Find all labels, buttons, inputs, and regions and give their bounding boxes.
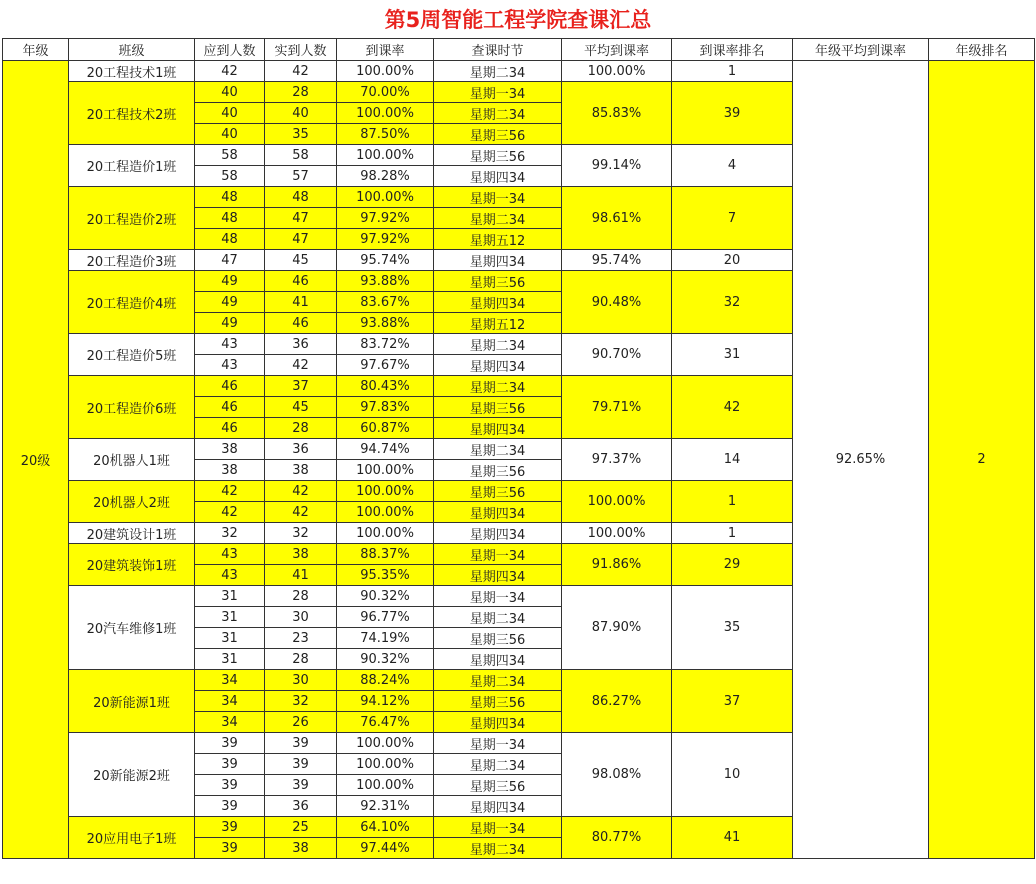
- actual-cell[interactable]: 36: [265, 439, 337, 460]
- avg-rate-cell[interactable]: 85.83%: [562, 82, 672, 145]
- actual-cell[interactable]: 38: [265, 460, 337, 481]
- rate-rank-cell[interactable]: 1: [672, 481, 793, 523]
- session-cell[interactable]: 星期四34: [434, 502, 562, 523]
- expected-cell[interactable]: 48: [195, 208, 265, 229]
- rate-cell[interactable]: 100.00%: [337, 733, 434, 754]
- rate-rank-cell[interactable]: 29: [672, 544, 793, 586]
- actual-cell[interactable]: 28: [265, 418, 337, 439]
- expected-cell[interactable]: 39: [195, 817, 265, 838]
- header-session[interactable]: 查课时节: [434, 39, 562, 61]
- session-cell[interactable]: 星期五12: [434, 229, 562, 250]
- session-cell[interactable]: 星期二34: [434, 376, 562, 397]
- rate-cell[interactable]: 83.72%: [337, 334, 434, 355]
- expected-cell[interactable]: 49: [195, 313, 265, 334]
- rate-cell[interactable]: 88.37%: [337, 544, 434, 565]
- expected-cell[interactable]: 42: [195, 481, 265, 502]
- expected-cell[interactable]: 31: [195, 607, 265, 628]
- rate-cell[interactable]: 74.19%: [337, 628, 434, 649]
- rate-rank-cell[interactable]: 10: [672, 733, 793, 817]
- header-grade[interactable]: 年级: [3, 39, 69, 61]
- session-cell[interactable]: 星期一34: [434, 733, 562, 754]
- session-cell[interactable]: 星期四34: [434, 712, 562, 733]
- avg-rate-cell[interactable]: 80.77%: [562, 817, 672, 859]
- actual-cell[interactable]: 36: [265, 334, 337, 355]
- actual-cell[interactable]: 32: [265, 523, 337, 544]
- avg-rate-cell[interactable]: 79.71%: [562, 376, 672, 439]
- rate-cell[interactable]: 93.88%: [337, 313, 434, 334]
- actual-cell[interactable]: 38: [265, 838, 337, 859]
- avg-rate-cell[interactable]: 100.00%: [562, 61, 672, 82]
- expected-cell[interactable]: 31: [195, 649, 265, 670]
- class-name-cell[interactable]: 20工程造价1班: [69, 145, 195, 187]
- rate-rank-cell[interactable]: 1: [672, 61, 793, 82]
- session-cell[interactable]: 星期四34: [434, 523, 562, 544]
- rate-cell[interactable]: 97.44%: [337, 838, 434, 859]
- rate-rank-cell[interactable]: 4: [672, 145, 793, 187]
- header-actual[interactable]: 实到人数: [265, 39, 337, 61]
- rate-rank-cell[interactable]: 31: [672, 334, 793, 376]
- rate-rank-cell[interactable]: 32: [672, 271, 793, 334]
- avg-rate-cell[interactable]: 87.90%: [562, 586, 672, 670]
- session-cell[interactable]: 星期四34: [434, 796, 562, 817]
- session-cell[interactable]: 星期三56: [434, 481, 562, 502]
- rate-cell[interactable]: 100.00%: [337, 187, 434, 208]
- session-cell[interactable]: 星期四34: [434, 166, 562, 187]
- session-cell[interactable]: 星期二34: [434, 607, 562, 628]
- expected-cell[interactable]: 31: [195, 586, 265, 607]
- session-cell[interactable]: 星期一34: [434, 544, 562, 565]
- rate-cell[interactable]: 80.43%: [337, 376, 434, 397]
- expected-cell[interactable]: 39: [195, 796, 265, 817]
- expected-cell[interactable]: 42: [195, 61, 265, 82]
- actual-cell[interactable]: 42: [265, 502, 337, 523]
- expected-cell[interactable]: 43: [195, 565, 265, 586]
- rate-rank-cell[interactable]: 41: [672, 817, 793, 859]
- actual-cell[interactable]: 28: [265, 82, 337, 103]
- expected-cell[interactable]: 34: [195, 691, 265, 712]
- actual-cell[interactable]: 45: [265, 250, 337, 271]
- session-cell[interactable]: 星期四34: [434, 292, 562, 313]
- expected-cell[interactable]: 58: [195, 145, 265, 166]
- header-rate[interactable]: 到课率: [337, 39, 434, 61]
- actual-cell[interactable]: 47: [265, 229, 337, 250]
- class-name-cell[interactable]: 20工程技术1班: [69, 61, 195, 82]
- expected-cell[interactable]: 39: [195, 754, 265, 775]
- actual-cell[interactable]: 57: [265, 166, 337, 187]
- session-cell[interactable]: 星期二34: [434, 61, 562, 82]
- actual-cell[interactable]: 58: [265, 145, 337, 166]
- avg-rate-cell[interactable]: 95.74%: [562, 250, 672, 271]
- expected-cell[interactable]: 42: [195, 502, 265, 523]
- actual-cell[interactable]: 41: [265, 565, 337, 586]
- expected-cell[interactable]: 43: [195, 334, 265, 355]
- actual-cell[interactable]: 42: [265, 61, 337, 82]
- actual-cell[interactable]: 46: [265, 313, 337, 334]
- rate-cell[interactable]: 92.31%: [337, 796, 434, 817]
- rate-cell[interactable]: 100.00%: [337, 775, 434, 796]
- actual-cell[interactable]: 47: [265, 208, 337, 229]
- rate-cell[interactable]: 90.32%: [337, 586, 434, 607]
- session-cell[interactable]: 星期四34: [434, 565, 562, 586]
- grade-cell[interactable]: 20级: [3, 61, 69, 859]
- expected-cell[interactable]: 46: [195, 376, 265, 397]
- expected-cell[interactable]: 31: [195, 628, 265, 649]
- rate-cell[interactable]: 97.67%: [337, 355, 434, 376]
- session-cell[interactable]: 星期二34: [434, 103, 562, 124]
- actual-cell[interactable]: 37: [265, 376, 337, 397]
- expected-cell[interactable]: 46: [195, 397, 265, 418]
- rate-cell[interactable]: 76.47%: [337, 712, 434, 733]
- rate-cell[interactable]: 100.00%: [337, 103, 434, 124]
- session-cell[interactable]: 星期一34: [434, 82, 562, 103]
- actual-cell[interactable]: 25: [265, 817, 337, 838]
- actual-cell[interactable]: 39: [265, 733, 337, 754]
- session-cell[interactable]: 星期三56: [434, 271, 562, 292]
- rate-cell[interactable]: 100.00%: [337, 754, 434, 775]
- rate-cell[interactable]: 95.74%: [337, 250, 434, 271]
- session-cell[interactable]: 星期三56: [434, 460, 562, 481]
- actual-cell[interactable]: 45: [265, 397, 337, 418]
- expected-cell[interactable]: 40: [195, 82, 265, 103]
- avg-rate-cell[interactable]: 100.00%: [562, 523, 672, 544]
- attendance-table: [2, 38, 1035, 859]
- avg-rate-cell[interactable]: 100.00%: [562, 481, 672, 523]
- session-cell[interactable]: 星期一34: [434, 586, 562, 607]
- rate-cell[interactable]: 90.32%: [337, 649, 434, 670]
- header-grade-rank[interactable]: 年级排名: [929, 39, 1035, 61]
- avg-rate-cell[interactable]: 90.48%: [562, 271, 672, 334]
- rate-cell[interactable]: 97.92%: [337, 208, 434, 229]
- class-name-cell[interactable]: 20工程造价3班: [69, 250, 195, 271]
- expected-cell[interactable]: 46: [195, 418, 265, 439]
- session-cell[interactable]: 星期一34: [434, 817, 562, 838]
- class-name-cell[interactable]: 20建筑装饰1班: [69, 544, 195, 586]
- rate-rank-cell[interactable]: 7: [672, 187, 793, 250]
- class-name-cell[interactable]: 20工程造价4班: [69, 271, 195, 334]
- grade-rank-cell[interactable]: 2: [929, 61, 1035, 859]
- table-body: [3, 61, 1035, 859]
- class-name-cell[interactable]: 20建筑设计1班: [69, 523, 195, 544]
- class-name-cell[interactable]: 20工程技术2班: [69, 82, 195, 145]
- grade-avg-cell[interactable]: 92.65%: [793, 61, 929, 859]
- session-cell[interactable]: 星期四34: [434, 649, 562, 670]
- class-name-cell[interactable]: 20工程造价2班: [69, 187, 195, 250]
- avg-rate-cell[interactable]: 90.70%: [562, 334, 672, 376]
- class-name-cell[interactable]: 20机器人2班: [69, 481, 195, 523]
- expected-cell[interactable]: 43: [195, 544, 265, 565]
- actual-cell[interactable]: 28: [265, 649, 337, 670]
- rate-cell[interactable]: 96.77%: [337, 607, 434, 628]
- session-cell[interactable]: 星期三56: [434, 628, 562, 649]
- header-row: [3, 39, 1035, 61]
- rate-rank-cell[interactable]: 14: [672, 439, 793, 481]
- rate-cell[interactable]: 100.00%: [337, 523, 434, 544]
- expected-cell[interactable]: 40: [195, 124, 265, 145]
- actual-cell[interactable]: 40: [265, 103, 337, 124]
- header-rate-rank[interactable]: 到课率排名: [672, 39, 793, 61]
- session-cell[interactable]: 星期二34: [434, 334, 562, 355]
- expected-cell[interactable]: 43: [195, 355, 265, 376]
- expected-cell[interactable]: 39: [195, 733, 265, 754]
- rate-cell[interactable]: 97.83%: [337, 397, 434, 418]
- rate-rank-cell[interactable]: 39: [672, 82, 793, 145]
- rate-cell[interactable]: 94.74%: [337, 439, 434, 460]
- expected-cell[interactable]: 34: [195, 712, 265, 733]
- avg-rate-cell[interactable]: 97.37%: [562, 439, 672, 481]
- actual-cell[interactable]: 30: [265, 607, 337, 628]
- actual-cell[interactable]: 23: [265, 628, 337, 649]
- session-cell[interactable]: 星期三56: [434, 397, 562, 418]
- session-cell[interactable]: 星期二34: [434, 754, 562, 775]
- expected-cell[interactable]: 39: [195, 838, 265, 859]
- rate-cell[interactable]: 60.87%: [337, 418, 434, 439]
- session-cell[interactable]: 星期五12: [434, 313, 562, 334]
- expected-cell[interactable]: 34: [195, 670, 265, 691]
- expected-cell[interactable]: 32: [195, 523, 265, 544]
- actual-cell[interactable]: 42: [265, 481, 337, 502]
- rate-cell[interactable]: 100.00%: [337, 460, 434, 481]
- actual-cell[interactable]: 48: [265, 187, 337, 208]
- actual-cell[interactable]: 46: [265, 271, 337, 292]
- rate-rank-cell[interactable]: 1: [672, 523, 793, 544]
- rate-cell[interactable]: 95.35%: [337, 565, 434, 586]
- actual-cell[interactable]: 26: [265, 712, 337, 733]
- class-name-cell[interactable]: 20应用电子1班: [69, 817, 195, 859]
- rate-cell[interactable]: 100.00%: [337, 502, 434, 523]
- session-cell[interactable]: 星期二34: [434, 439, 562, 460]
- rate-cell[interactable]: 83.67%: [337, 292, 434, 313]
- rate-rank-cell[interactable]: 37: [672, 670, 793, 733]
- avg-rate-cell[interactable]: 86.27%: [562, 670, 672, 733]
- expected-cell[interactable]: 48: [195, 187, 265, 208]
- avg-rate-cell[interactable]: 98.08%: [562, 733, 672, 817]
- avg-rate-cell[interactable]: 99.14%: [562, 145, 672, 187]
- class-name-cell[interactable]: 20汽车维修1班: [69, 586, 195, 670]
- rate-cell[interactable]: 100.00%: [337, 61, 434, 82]
- class-name-cell[interactable]: 20新能源2班: [69, 733, 195, 817]
- rate-cell[interactable]: 93.88%: [337, 271, 434, 292]
- actual-cell[interactable]: 32: [265, 691, 337, 712]
- class-name-cell[interactable]: 20工程造价5班: [69, 334, 195, 376]
- rate-cell[interactable]: 97.92%: [337, 229, 434, 250]
- actual-cell[interactable]: 38: [265, 544, 337, 565]
- class-name-cell[interactable]: 20机器人1班: [69, 439, 195, 481]
- avg-rate-cell[interactable]: 91.86%: [562, 544, 672, 586]
- expected-cell[interactable]: 47: [195, 250, 265, 271]
- rate-cell[interactable]: 94.12%: [337, 691, 434, 712]
- session-cell[interactable]: 星期四34: [434, 418, 562, 439]
- session-cell[interactable]: 星期一34: [434, 187, 562, 208]
- expected-cell[interactable]: 38: [195, 460, 265, 481]
- expected-cell[interactable]: 38: [195, 439, 265, 460]
- session-cell[interactable]: 星期三56: [434, 145, 562, 166]
- actual-cell[interactable]: 30: [265, 670, 337, 691]
- session-cell[interactable]: 星期四34: [434, 250, 562, 271]
- header-avg-rate[interactable]: 平均到课率: [562, 39, 672, 61]
- class-name-cell[interactable]: 20新能源1班: [69, 670, 195, 733]
- expected-cell[interactable]: 48: [195, 229, 265, 250]
- rate-rank-cell[interactable]: 20: [672, 250, 793, 271]
- actual-cell[interactable]: 41: [265, 292, 337, 313]
- session-cell[interactable]: 星期三56: [434, 691, 562, 712]
- header-expected[interactable]: 应到人数: [195, 39, 265, 61]
- rate-cell[interactable]: 100.00%: [337, 481, 434, 502]
- rate-cell[interactable]: 70.00%: [337, 82, 434, 103]
- rate-cell[interactable]: 98.28%: [337, 166, 434, 187]
- header-grade-avg[interactable]: 年级平均到课率: [793, 39, 929, 61]
- rate-cell[interactable]: 87.50%: [337, 124, 434, 145]
- actual-cell[interactable]: 42: [265, 355, 337, 376]
- session-cell[interactable]: 星期三56: [434, 775, 562, 796]
- session-cell[interactable]: 星期二34: [434, 838, 562, 859]
- sheet-title: 第5周智能工程学院查课汇总: [384, 8, 652, 32]
- actual-cell[interactable]: 39: [265, 754, 337, 775]
- rate-rank-cell[interactable]: 42: [672, 376, 793, 439]
- rate-cell[interactable]: 100.00%: [337, 145, 434, 166]
- actual-cell[interactable]: 36: [265, 796, 337, 817]
- class-name-cell[interactable]: 20工程造价6班: [69, 376, 195, 439]
- actual-cell[interactable]: 28: [265, 586, 337, 607]
- session-cell[interactable]: 星期二34: [434, 208, 562, 229]
- table-row: [3, 61, 1035, 82]
- rate-cell[interactable]: 88.24%: [337, 670, 434, 691]
- expected-cell[interactable]: 39: [195, 775, 265, 796]
- session-cell[interactable]: 星期二34: [434, 670, 562, 691]
- expected-cell[interactable]: 40: [195, 103, 265, 124]
- rate-rank-cell[interactable]: 35: [672, 586, 793, 670]
- avg-rate-cell[interactable]: 98.61%: [562, 187, 672, 250]
- header-class[interactable]: 班级: [69, 39, 195, 61]
- expected-cell[interactable]: 49: [195, 271, 265, 292]
- session-cell[interactable]: 星期三56: [434, 124, 562, 145]
- rate-cell[interactable]: 64.10%: [337, 817, 434, 838]
- expected-cell[interactable]: 49: [195, 292, 265, 313]
- actual-cell[interactable]: 35: [265, 124, 337, 145]
- expected-cell[interactable]: 58: [195, 166, 265, 187]
- session-cell[interactable]: 星期四34: [434, 355, 562, 376]
- actual-cell[interactable]: 39: [265, 775, 337, 796]
